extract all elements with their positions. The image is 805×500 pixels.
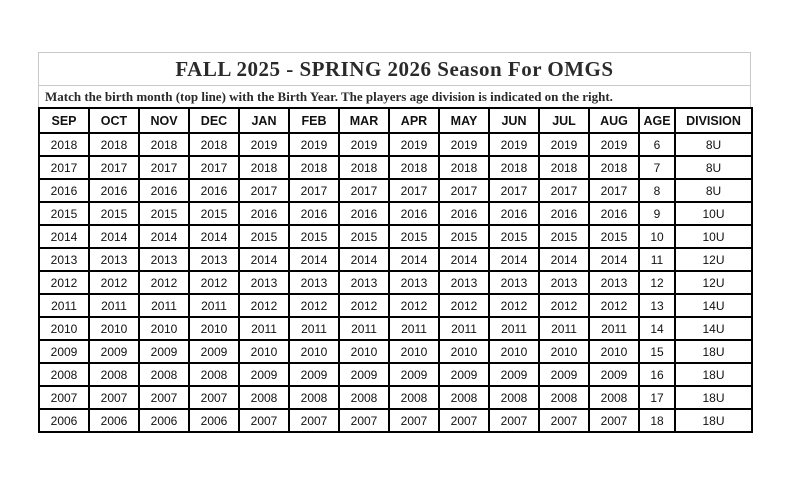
table-cell: 16 xyxy=(639,363,675,386)
table-cell: 2016 xyxy=(589,202,639,225)
table-cell: 2015 xyxy=(339,225,389,248)
table-cell: 15 xyxy=(639,340,675,363)
table-cell: 2007 xyxy=(289,409,339,432)
table-cell: 2010 xyxy=(289,340,339,363)
table-cell: 2009 xyxy=(189,340,239,363)
table-cell: 18U xyxy=(675,363,752,386)
table-cell: 13 xyxy=(639,294,675,317)
table-row xyxy=(39,179,752,202)
table-cell: 2012 xyxy=(339,294,389,317)
table-cell: 2016 xyxy=(439,202,489,225)
table-cell: 2013 xyxy=(589,271,639,294)
table-cell: 2010 xyxy=(489,340,539,363)
table-cell: 2019 xyxy=(589,133,639,156)
column-header-jan: JAN xyxy=(239,108,289,133)
table-cell: 2008 xyxy=(139,363,189,386)
table-cell: 2010 xyxy=(339,340,389,363)
table-cell: 2007 xyxy=(389,409,439,432)
table-row xyxy=(39,156,752,179)
table-cell: 12 xyxy=(639,271,675,294)
table-row xyxy=(39,271,752,294)
table-cell: 2016 xyxy=(39,179,89,202)
table-cell: 2018 xyxy=(489,156,539,179)
table-cell: 2008 xyxy=(539,386,589,409)
column-header-jul: JUL xyxy=(539,108,589,133)
table-cell: 2016 xyxy=(239,202,289,225)
table-cell: 2007 xyxy=(489,409,539,432)
table-cell: 2014 xyxy=(339,248,389,271)
table-cell: 7 xyxy=(639,156,675,179)
column-header-nov: NOV xyxy=(139,108,189,133)
table-cell: 2015 xyxy=(489,225,539,248)
table-cell: 18U xyxy=(675,340,752,363)
table-cell: 18 xyxy=(639,409,675,432)
table-cell: 2012 xyxy=(189,271,239,294)
table-cell: 2010 xyxy=(389,340,439,363)
table-cell: 2017 xyxy=(39,156,89,179)
table-cell: 8U xyxy=(675,156,752,179)
table-cell: 2011 xyxy=(289,317,339,340)
table-cell: 2016 xyxy=(389,202,439,225)
table-cell: 2013 xyxy=(439,271,489,294)
table-cell: 2011 xyxy=(239,317,289,340)
table-cell: 2009 xyxy=(289,363,339,386)
table-cell: 2013 xyxy=(189,248,239,271)
table-cell: 2008 xyxy=(239,386,289,409)
table-cell: 9 xyxy=(639,202,675,225)
table-cell: 2009 xyxy=(339,363,389,386)
table-cell: 2013 xyxy=(289,271,339,294)
table-cell: 2015 xyxy=(89,202,139,225)
table-cell: 14U xyxy=(675,317,752,340)
table-cell: 2010 xyxy=(239,340,289,363)
table-cell: 8U xyxy=(675,133,752,156)
table-cell: 2008 xyxy=(89,363,139,386)
table-row xyxy=(39,202,752,225)
table-cell: 2006 xyxy=(89,409,139,432)
table-cell: 2019 xyxy=(239,133,289,156)
table-cell: 2012 xyxy=(289,294,339,317)
column-header-oct: OCT xyxy=(89,108,139,133)
table-cell: 2014 xyxy=(589,248,639,271)
table-cell: 2015 xyxy=(39,202,89,225)
table-cell: 10U xyxy=(675,225,752,248)
table-row xyxy=(39,386,752,409)
table-cell: 2014 xyxy=(239,248,289,271)
table-cell: 2017 xyxy=(89,156,139,179)
table-cell: 2007 xyxy=(339,409,389,432)
table-cell: 2015 xyxy=(289,225,339,248)
table-cell: 2012 xyxy=(489,294,539,317)
table-cell: 2007 xyxy=(39,386,89,409)
table-cell: 2009 xyxy=(89,340,139,363)
table-cell: 2009 xyxy=(539,363,589,386)
column-header-sep: SEP xyxy=(39,108,89,133)
table-cell: 2019 xyxy=(439,133,489,156)
column-header-may: MAY xyxy=(439,108,489,133)
table-cell: 2010 xyxy=(139,317,189,340)
table-cell: 8 xyxy=(639,179,675,202)
table-cell: 2015 xyxy=(439,225,489,248)
table-cell: 2011 xyxy=(539,317,589,340)
table-cell: 2012 xyxy=(589,294,639,317)
table-cell: 2017 xyxy=(539,179,589,202)
column-header-feb: FEB xyxy=(289,108,339,133)
table-cell: 2007 xyxy=(89,386,139,409)
table-cell: 2012 xyxy=(389,294,439,317)
table-cell: 2014 xyxy=(389,248,439,271)
table-cell: 2011 xyxy=(439,317,489,340)
page-title: FALL 2025 - SPRING 2026 Season For OMGS xyxy=(38,52,751,85)
column-header-division: DIVISION xyxy=(675,108,752,133)
table-cell: 2014 xyxy=(139,225,189,248)
table-cell: 2009 xyxy=(489,363,539,386)
table-cell: 2019 xyxy=(339,133,389,156)
table-cell: 2008 xyxy=(39,363,89,386)
table-cell: 2017 xyxy=(589,179,639,202)
instructions-text: Match the birth month (top line) with the Birth Year. The players age division is indicated on the right. xyxy=(38,85,751,107)
table-cell: 17 xyxy=(639,386,675,409)
table-cell: 2012 xyxy=(539,294,589,317)
table-cell: 2009 xyxy=(389,363,439,386)
table-cell: 2006 xyxy=(189,409,239,432)
table-cell: 2006 xyxy=(139,409,189,432)
table-cell: 2011 xyxy=(39,294,89,317)
column-header-dec: DEC xyxy=(189,108,239,133)
table-cell: 2013 xyxy=(389,271,439,294)
table-cell: 2010 xyxy=(39,317,89,340)
table-cell: 2011 xyxy=(489,317,539,340)
table-cell: 2018 xyxy=(589,156,639,179)
table-cell: 2015 xyxy=(539,225,589,248)
table-cell: 6 xyxy=(639,133,675,156)
table-row xyxy=(39,317,752,340)
table-cell: 2014 xyxy=(439,248,489,271)
table-cell: 2008 xyxy=(189,363,239,386)
table-cell: 2017 xyxy=(189,156,239,179)
table-cell: 2007 xyxy=(439,409,489,432)
table-cell: 2012 xyxy=(139,271,189,294)
table-cell: 2013 xyxy=(539,271,589,294)
table-cell: 2014 xyxy=(39,225,89,248)
table-cell: 2014 xyxy=(289,248,339,271)
table-cell: 2010 xyxy=(189,317,239,340)
table-cell: 2007 xyxy=(589,409,639,432)
table-cell: 2009 xyxy=(239,363,289,386)
table-cell: 10U xyxy=(675,202,752,225)
table-cell: 11 xyxy=(639,248,675,271)
table-cell: 2014 xyxy=(489,248,539,271)
table-cell: 2010 xyxy=(539,340,589,363)
table-cell: 2006 xyxy=(39,409,89,432)
table-header-row xyxy=(39,108,752,133)
table-cell: 2008 xyxy=(289,386,339,409)
table-cell: 2007 xyxy=(239,409,289,432)
table-cell: 2014 xyxy=(539,248,589,271)
table-cell: 2019 xyxy=(389,133,439,156)
table-cell: 2008 xyxy=(489,386,539,409)
table-cell: 2016 xyxy=(89,179,139,202)
table-cell: 2009 xyxy=(589,363,639,386)
table-cell: 2014 xyxy=(89,225,139,248)
table-cell: 2018 xyxy=(39,133,89,156)
table-cell: 2017 xyxy=(439,179,489,202)
table-cell: 2017 xyxy=(239,179,289,202)
table-cell: 2015 xyxy=(389,225,439,248)
table-cell: 2008 xyxy=(389,386,439,409)
table-cell: 2012 xyxy=(39,271,89,294)
table-cell: 10 xyxy=(639,225,675,248)
column-header-mar: MAR xyxy=(339,108,389,133)
column-header-jun: JUN xyxy=(489,108,539,133)
table-row xyxy=(39,225,752,248)
table-cell: 2018 xyxy=(189,133,239,156)
table-cell: 2009 xyxy=(139,340,189,363)
table-cell: 2016 xyxy=(289,202,339,225)
table-cell: 2010 xyxy=(439,340,489,363)
table-cell: 2013 xyxy=(39,248,89,271)
table-cell: 2011 xyxy=(589,317,639,340)
table-row xyxy=(39,409,752,432)
table-cell: 2008 xyxy=(589,386,639,409)
column-header-apr: APR xyxy=(389,108,439,133)
table-row xyxy=(39,363,752,386)
table-cell: 2016 xyxy=(489,202,539,225)
table-cell: 12U xyxy=(675,248,752,271)
table-cell: 2018 xyxy=(389,156,439,179)
table-cell: 2015 xyxy=(189,202,239,225)
table-cell: 2016 xyxy=(339,202,389,225)
table-cell: 2012 xyxy=(439,294,489,317)
birth-year-table xyxy=(38,107,753,433)
table-cell: 2012 xyxy=(89,271,139,294)
table-cell: 8U xyxy=(675,179,752,202)
table-cell: 2016 xyxy=(189,179,239,202)
table-cell: 2019 xyxy=(289,133,339,156)
column-header-age: AGE xyxy=(639,108,675,133)
table-row xyxy=(39,133,752,156)
table-cell: 2007 xyxy=(189,386,239,409)
table-cell: 2008 xyxy=(439,386,489,409)
table-cell: 2013 xyxy=(139,248,189,271)
table-cell: 2017 xyxy=(289,179,339,202)
column-header-aug: AUG xyxy=(589,108,639,133)
table-cell: 2009 xyxy=(439,363,489,386)
table-row xyxy=(39,248,752,271)
table-cell: 2013 xyxy=(489,271,539,294)
table-cell: 2011 xyxy=(389,317,439,340)
table-cell: 2018 xyxy=(539,156,589,179)
table-cell: 2018 xyxy=(339,156,389,179)
table-cell: 2019 xyxy=(539,133,589,156)
table-cell: 2016 xyxy=(539,202,589,225)
table-cell: 2011 xyxy=(189,294,239,317)
table-cell: 2013 xyxy=(339,271,389,294)
table-cell: 2015 xyxy=(239,225,289,248)
table-cell: 2013 xyxy=(89,248,139,271)
table-cell: 2008 xyxy=(339,386,389,409)
table-cell: 2011 xyxy=(89,294,139,317)
table-cell: 2010 xyxy=(589,340,639,363)
table-cell: 2013 xyxy=(239,271,289,294)
table-cell: 2010 xyxy=(89,317,139,340)
table-cell: 18U xyxy=(675,409,752,432)
table-row xyxy=(39,294,752,317)
table-cell: 2007 xyxy=(539,409,589,432)
table-body xyxy=(39,133,752,432)
table-cell: 14U xyxy=(675,294,752,317)
table-cell: 2014 xyxy=(189,225,239,248)
table-cell: 2015 xyxy=(589,225,639,248)
table-cell: 2019 xyxy=(489,133,539,156)
table-cell: 2017 xyxy=(389,179,439,202)
table-cell: 2018 xyxy=(89,133,139,156)
table-cell: 2017 xyxy=(139,156,189,179)
table-cell: 2015 xyxy=(139,202,189,225)
table-row xyxy=(39,340,752,363)
table-cell: 2011 xyxy=(339,317,389,340)
table-cell: 14 xyxy=(639,317,675,340)
table-cell: 2009 xyxy=(39,340,89,363)
table-cell: 2018 xyxy=(439,156,489,179)
table-cell: 2018 xyxy=(139,133,189,156)
age-chart-sheet xyxy=(38,52,751,433)
table-cell: 2016 xyxy=(139,179,189,202)
table-cell: 18U xyxy=(675,386,752,409)
table-cell: 2018 xyxy=(239,156,289,179)
table-cell: 2011 xyxy=(139,294,189,317)
table-cell: 2017 xyxy=(489,179,539,202)
table-cell: 2007 xyxy=(139,386,189,409)
table-cell: 2018 xyxy=(289,156,339,179)
table-cell: 2012 xyxy=(239,294,289,317)
table-cell: 2017 xyxy=(339,179,389,202)
table-cell: 12U xyxy=(675,271,752,294)
